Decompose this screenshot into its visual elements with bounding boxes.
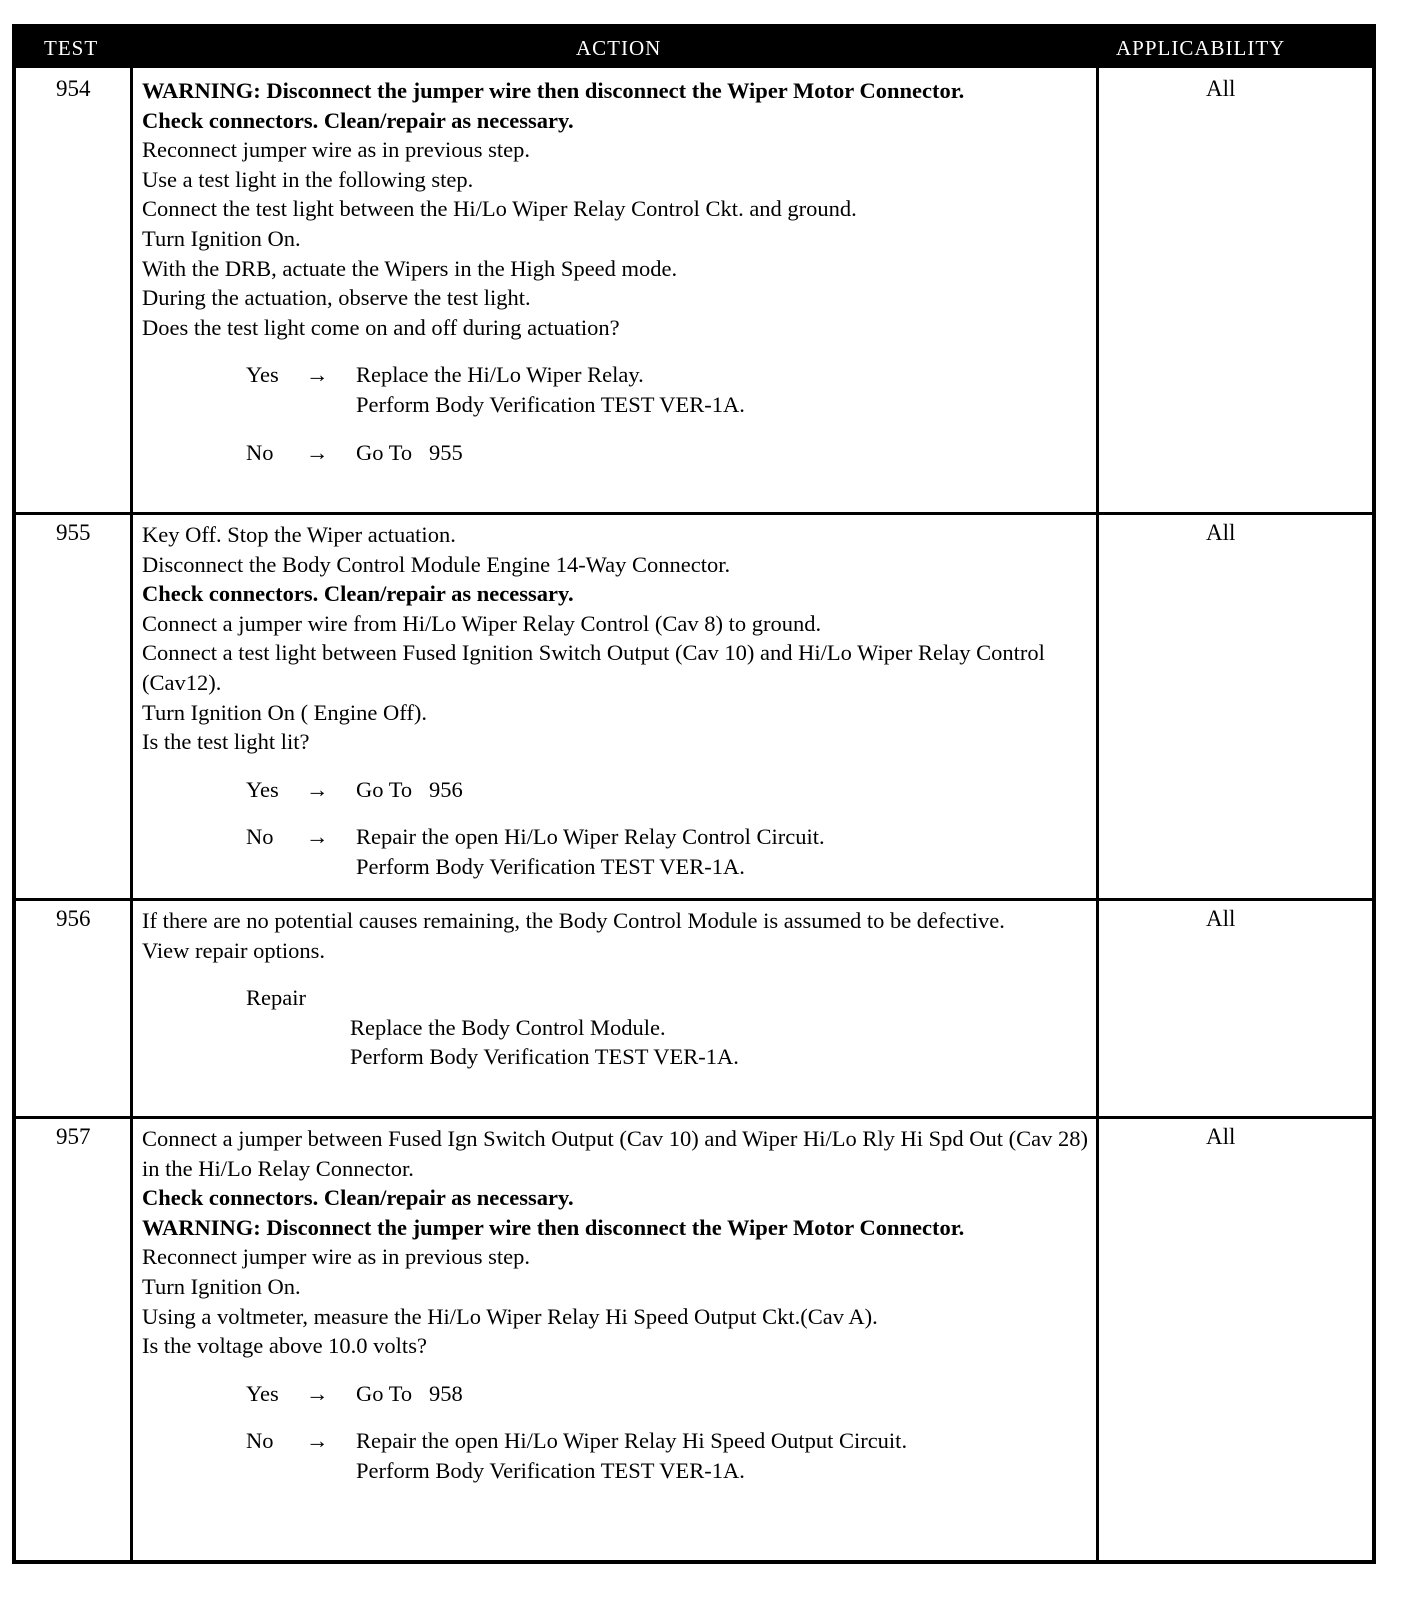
- outcome-label: No: [246, 1428, 274, 1454]
- instruction-line: Connect a jumper wire from Hi/Lo Wiper Relay Control (Cav 8) to ground.: [142, 610, 822, 636]
- applicability-value: All: [1206, 1124, 1236, 1149]
- question-line: Does the test light come on and off during actuation?: [142, 314, 620, 340]
- repair-label: Repair: [246, 985, 306, 1011]
- instruction-bold: Check connectors. Clean/repair as necessary.: [142, 581, 574, 607]
- test-number: 954: [56, 76, 91, 101]
- outcome-yes: [142, 360, 1092, 419]
- instruction-line: Turn Ignition On ( Engine Off).: [142, 699, 427, 725]
- arrow-icon: →: [306, 776, 329, 802]
- arrow-icon: →: [306, 439, 329, 465]
- outcome-result: Perform Body Verification TEST VER-1A.: [356, 853, 745, 879]
- outcome-result: Repair the open Hi/Lo Wiper Relay Hi Speed Output Circuit.: [356, 1428, 908, 1454]
- instruction-line: Turn Ignition On.: [142, 225, 301, 251]
- outcome-label: Yes: [246, 776, 279, 802]
- instruction-line: Connect a jumper between Fused Ign Switch Output (Cav 10) and Wiper Hi/Lo Rly Hi Spd Out (Cav 28) in the Hi/Lo Relay Connector.: [142, 1126, 1089, 1181]
- table-row: [16, 1116, 1372, 1564]
- outcome-label: No: [246, 824, 274, 850]
- question-line: Is the voltage above 10.0 volts?: [142, 1333, 427, 1359]
- goto-link[interactable]: Go To 955: [356, 439, 463, 465]
- instruction-line: Reconnect jumper wire as in previous step.: [142, 137, 531, 163]
- outcome-result: Repair the open Hi/Lo Wiper Relay Control Circuit.: [356, 824, 825, 850]
- header-action: ACTION: [576, 36, 662, 60]
- arrow-icon: →: [306, 824, 329, 850]
- action-cell: [142, 76, 1092, 467]
- outcome-label: No: [246, 439, 274, 465]
- table-header: [16, 28, 1372, 68]
- test-number: 956: [56, 906, 91, 931]
- instruction-line: If there are no potential causes remaining, the Body Control Module is assumed to be defective.: [142, 908, 1005, 933]
- table-row: [16, 898, 1372, 1119]
- outcome-no: [142, 438, 1092, 468]
- instruction-bold: Check connectors. Clean/repair as necessary.: [142, 1185, 574, 1211]
- instruction-line: Connect the test light between the Hi/Lo Wiper Relay Control Ckt. and ground.: [142, 196, 857, 222]
- question-line: Is the test light lit?: [142, 729, 310, 755]
- instruction-line: Use a test light in the following step.: [142, 166, 474, 192]
- instruction-line: Turn Ignition On.: [142, 1273, 301, 1299]
- test-number: 957: [56, 1124, 91, 1149]
- instruction-bold: Check connectors. Clean/repair as necessary.: [142, 107, 574, 133]
- arrow-icon: →: [306, 1380, 329, 1406]
- applicability-value: All: [1206, 76, 1236, 101]
- header-applicability: APPLICABILITY: [1116, 36, 1286, 60]
- instruction-line: Using a voltmeter, measure the Hi/Lo Wiper Relay Hi Speed Output Ckt.(Cav A).: [142, 1303, 878, 1329]
- outcome-yes: [142, 775, 1092, 805]
- warning-text: WARNING: Disconnect the jumper wire then disconnect the Wiper Motor Connector.: [142, 1214, 965, 1240]
- goto-link[interactable]: Go To 958: [356, 1380, 463, 1406]
- test-number: 955: [56, 520, 91, 545]
- arrow-icon: →: [306, 362, 329, 388]
- arrow-icon: →: [306, 1428, 329, 1454]
- header-test: TEST: [44, 36, 99, 60]
- outcome-yes: [142, 1379, 1092, 1409]
- outcome-result: Replace the Hi/Lo Wiper Relay.: [356, 362, 644, 388]
- outcome-result: Perform Body Verification TEST VER-1A.: [356, 1457, 745, 1483]
- instruction-line: View repair options.: [142, 937, 325, 963]
- applicability-value: All: [1206, 906, 1236, 931]
- instruction-line: Disconnect the Body Control Module Engine 14-Way Connector.: [142, 551, 731, 577]
- table-row: [16, 512, 1372, 901]
- action-cell: [142, 1124, 1092, 1486]
- outcome-no: [142, 822, 1092, 881]
- instruction-line: Key Off. Stop the Wiper actuation.: [142, 522, 456, 547]
- instruction-line: During the actuation, observe the test light.: [142, 285, 531, 311]
- action-cell: [142, 906, 1092, 1072]
- outcome-label: Yes: [246, 1380, 279, 1406]
- repair-line: Replace the Body Control Module.: [350, 1014, 666, 1040]
- outcome-no: [142, 1426, 1092, 1485]
- repair-line: Perform Body Verification TEST VER-1A.: [350, 1044, 739, 1070]
- goto-link[interactable]: Go To 956: [356, 776, 463, 802]
- action-cell: [142, 520, 1092, 882]
- instruction-line: Connect a test light between Fused Ignition Switch Output (Cav 10) and Hi/Lo Wiper Relay Control (Cav12).: [142, 640, 1045, 695]
- warning-text: WARNING: Disconnect the jumper wire then disconnect the Wiper Motor Connector.: [142, 78, 965, 103]
- table-row: [16, 68, 1372, 515]
- instruction-line: Reconnect jumper wire as in previous step.: [142, 1244, 531, 1270]
- outcome-label: Yes: [246, 362, 279, 388]
- outcome-result: Perform Body Verification TEST VER-1A.: [356, 391, 745, 417]
- applicability-value: All: [1206, 520, 1236, 545]
- instruction-line: With the DRB, actuate the Wipers in the High Speed mode.: [142, 255, 678, 281]
- diagnostic-test-table: [12, 24, 1376, 1564]
